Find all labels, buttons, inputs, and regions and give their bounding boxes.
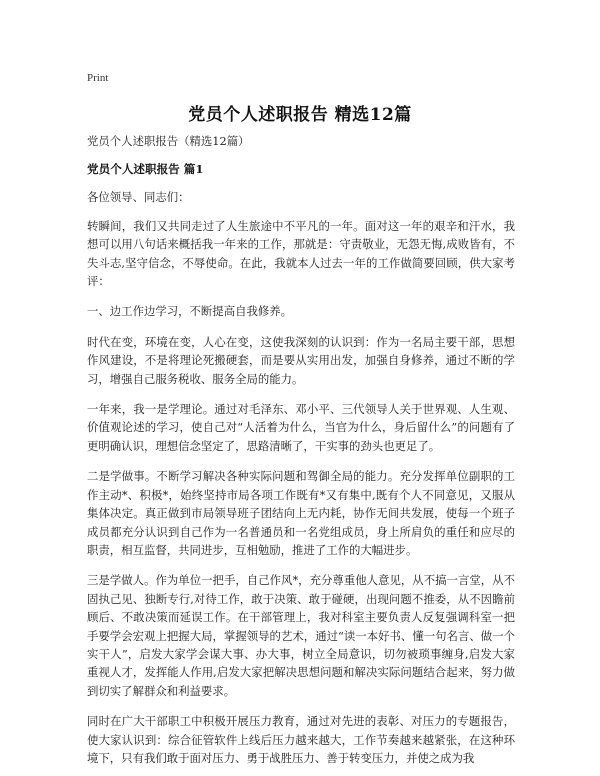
paragraph: 一年来，我一是学理论。通过对毛泽东、邓小平、三代领导人关于世界观、人生观、价值观论述的学习，使自己对“人活着为什么，当官为什么，身后留什么”的问题有了更明确认识，理想信念坚定了，思路清晰了，干实事的劲头也更足了。 bbox=[87, 402, 515, 453]
document-body bbox=[87, 132, 515, 776]
section-heading: 党员个人述职报告 篇1 bbox=[87, 162, 204, 177]
paragraph: 二是学做事。不断学习解决各种实际问题和驾御全局的能力。充分发挥单位副职的工作主动*、积极*，始终坚持市局各项工作既有*又有集中,既有个人不同意见，又服从集体决定。真正做到市局领导班子团结向上无内耗，协作无间共发展，使每一个班子成员都充分认识到自己作为一名普通员和一名党组成员，身上所肩负的重任和应尽的职责，相互监督，共同进步，互相勉励，推进了工作的大幅进步。 bbox=[87, 469, 515, 557]
print-link[interactable]: Print bbox=[87, 72, 109, 84]
paragraph: 三是学做人。作为单位一把手，自己作风*，充分尊重他人意见，从不搞一言堂，从不固执己见、独断专行,对待工作，敢于决策、敢于碰硬，出现问题不推委，从不因瞻前顾后、不敢决策而延误工作。在干部管理上，我对科室主要负责人反复强调科室一把手要学会宏观上把握大局，掌握领导的艺术，通过“读一本好书、懂一句名言、做一个实干人”，启发大家学会谋大事、办大事，树立全局意识，切勿被琐事缠身,启发大家重视人才，发挥能人作用,启发大家把解决思想问题和解决实际问题结合起来，努力做到切实了解群众和利益要求。 bbox=[87, 573, 515, 698]
document-subtitle: 党员个人述职报告（精选12篇） bbox=[87, 134, 250, 148]
paragraph: 转瞬间，我们又共同走过了人生旅途中不平凡的一年。面对这一年的艰辛和汗水，我想可以用八句话来概括我一年来的工作，那就是：守责敬业，无怨无悔,成败皆有，不失斗志,坚守信念，不辱使命。在此，我就本人过去一年的工作做简要回顾，供大家考评： bbox=[87, 218, 515, 289]
paragraph: 时代在变，环境在变，人心在变，这使我深刻的认识到：作为一名局主要干部，思想作风建设，不是将理论死搬硬套，而是要从实用出发，加强自身修养，通过不断的学习，增强自己服务税收、服务全局的能力。 bbox=[87, 334, 515, 386]
greeting: 各位领导、同志们： bbox=[87, 190, 190, 205]
document-title: 党员个人述职报告 精选12篇 bbox=[188, 105, 412, 125]
paragraph: 一、边工作边学习，不断提高自我修养。 bbox=[87, 304, 293, 319]
paragraph: 同时在广大干部职工中积极开展压力教育，通过对先进的表彰、对压力的专题报告，使大家认识到：综合征管软件上线后压力越来越大，工作节奏越来越紧张，在这种环境下，只有我们敢于面对压力、勇于战胜压力、善于转变压力，并使之成为我 bbox=[87, 714, 515, 765]
